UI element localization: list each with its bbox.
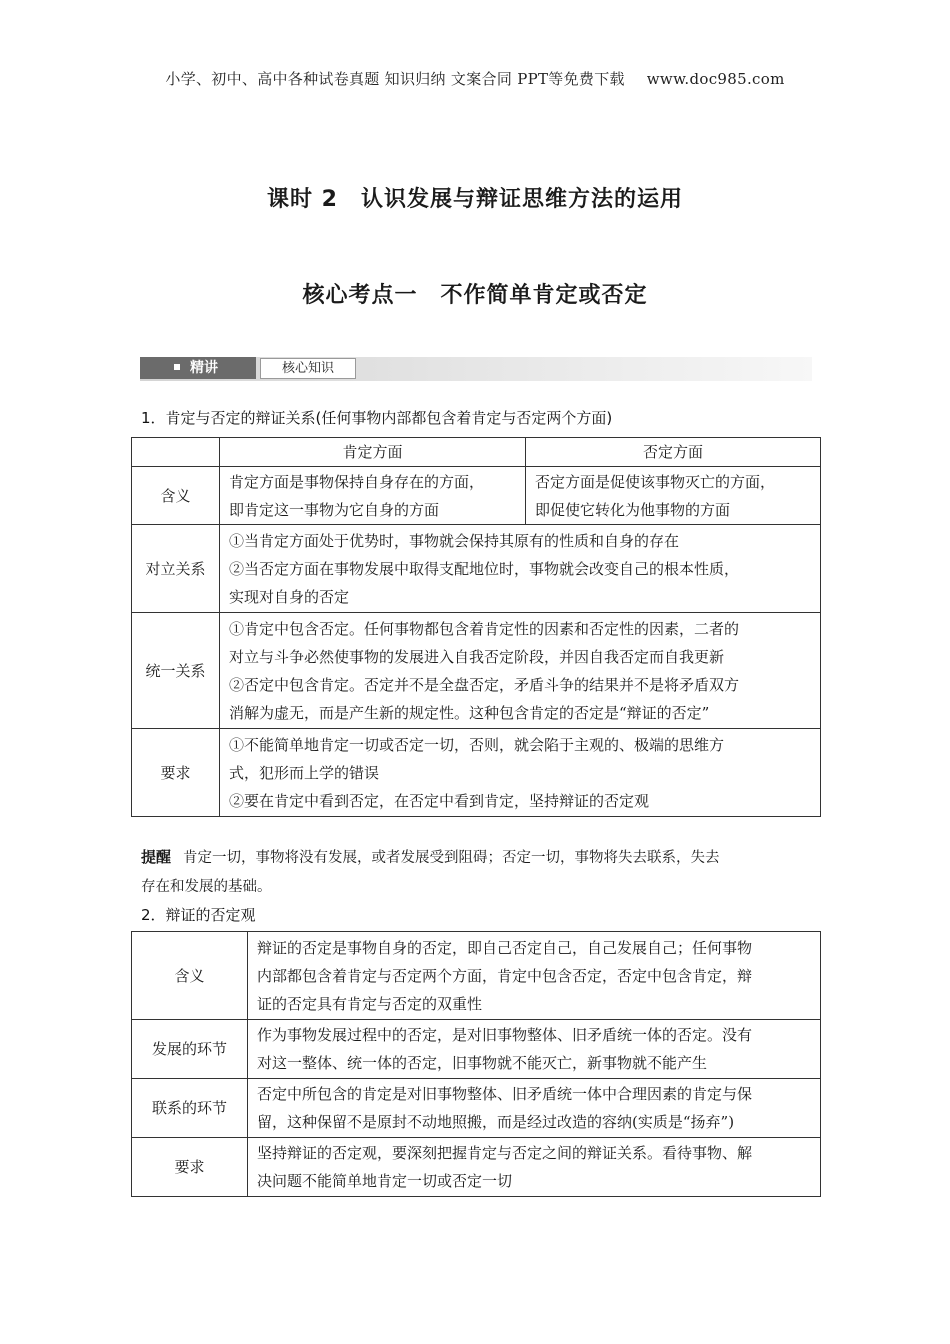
requirement-content: [220, 729, 821, 817]
table-row-requirement: [132, 1138, 821, 1197]
cell-line: 内部都包含着肯定与否定两个方面，肯定中包含否定，否定中包含肯定，辩: [257, 966, 753, 985]
header-text: 小学、初中、高中各种试卷真题 知识归纳 文案合同 PPT等免费下载: [165, 70, 625, 88]
cell-line: ①肯定中包含否定。任何事物都包含着肯定性的因素和否定性的因素，二者的: [229, 619, 740, 638]
table-row-meaning: [132, 932, 821, 1020]
dialectical-negation-table: [131, 931, 821, 1197]
development-content: [248, 1020, 821, 1079]
meaning-negate-cell: [526, 467, 821, 525]
table-row-meaning: [132, 467, 821, 525]
section-banner: [140, 357, 812, 381]
table-row-connection: [132, 1079, 821, 1138]
header-empty-cell: [132, 438, 220, 467]
requirement-content: [248, 1138, 821, 1197]
banner-tab-jingjiang: [140, 357, 256, 379]
table-row-development: [132, 1020, 821, 1079]
cell-line: 决问题不能简单地肯定一切或否定一切: [257, 1172, 513, 1190]
row-label-development: 发展的环节: [132, 1020, 248, 1079]
connection-content: [248, 1079, 821, 1138]
header-site: www.doc985.com: [646, 70, 785, 88]
cell-line: 即肯定这一事物为它自身的方面: [229, 500, 440, 519]
cell-line: 肯定方面是事物保持自身存在的方面，: [229, 472, 485, 491]
header-affirm: 肯定方面: [220, 438, 526, 467]
cell-line: 否定中所包含的肯定是对旧事物整体、旧矛盾统一体中合理因素的肯定与保: [257, 1085, 753, 1103]
cell-line: 作为事物发展过程中的否定，是对旧事物整体、旧矛盾统一体的否定。没有: [257, 1026, 753, 1044]
lesson-title: 课时 2 认识发展与辩证思维方法的运用: [267, 187, 683, 212]
cell-line: 坚持辩证的否定观，要深刻把握肯定与否定之间的辩证关系。看待事物、解: [257, 1144, 753, 1162]
reminder-note: [141, 843, 813, 902]
cell-line: ②当否定方面在事物发展中取得支配地位时，事物就会改变自己的根本性质，: [229, 559, 740, 578]
banner-tab1-label: 精讲: [190, 360, 218, 376]
row-label-meaning: 含义: [132, 932, 248, 1020]
table-row-opposition: [132, 525, 821, 613]
opposition-content: [220, 525, 821, 613]
unity-content: [220, 613, 821, 729]
section1-title: 1．肯定与否定的辩证关系(任何事物内部都包含着肯定与否定两个方面): [141, 409, 613, 427]
cell-line: 实现对自身的否定: [229, 587, 350, 606]
cell-line: ①不能简单地肯定一切或否定一切，否则，就会陷于主观的、极端的思维方: [229, 735, 725, 754]
affirm-negate-table: [131, 437, 821, 817]
reminder-keyword: 提醒: [141, 848, 172, 866]
cell-line: 证的否定具有肯定与否定的双重性: [257, 994, 483, 1013]
cell-line: 对立与斗争必然使事物的发展进入自我否定阶段，并因自我否定而自我更新: [229, 647, 725, 666]
meaning-content: [248, 932, 821, 1020]
cell-line: ②否定中包含肯定。否定并不是全盘否定，矛盾斗争的结果并不是将矛盾双方: [229, 675, 740, 694]
square-bullet-icon: [174, 364, 180, 370]
cell-line: 消解为虚无，而是产生新的规定性。这种包含肯定的否定是“辩证的否定”: [229, 703, 710, 722]
table-row-requirement: [132, 729, 821, 817]
cell-line: 即促使它转化为他事物的方面: [535, 500, 731, 519]
row-label-unity: 统一关系: [132, 613, 220, 729]
cell-line: ②要在肯定中看到否定，在否定中看到肯定，坚持辩证的否定观: [229, 791, 650, 810]
cell-line: 辩证的否定是事物自身的否定，即自己否定自己，自己发展自己；任何事物: [257, 938, 753, 957]
header-negate: 否定方面: [526, 438, 821, 467]
table-header-row: [132, 438, 821, 467]
row-label-meaning: 含义: [132, 467, 220, 525]
row-label-opposition: 对立关系: [132, 525, 220, 613]
core-point-title: 核心考点一 不作简单肯定或否定: [302, 283, 648, 308]
meaning-affirm-cell: [220, 467, 526, 525]
cell-line: 式，犯形而上学的错误: [229, 763, 380, 782]
page-header: [0, 68, 950, 89]
reminder-line-2: 存在和发展的基础。: [141, 879, 272, 895]
cell-line: 留，这种保留不是原封不动地照搬，而是经过改造的容纳(实质是“扬弃”): [257, 1113, 735, 1131]
row-label-connection: 联系的环节: [132, 1079, 248, 1138]
cell-line: 对这一整体、统一体的否定，旧事物就不能灭亡，新事物就不能产生: [257, 1054, 708, 1072]
row-label-requirement: 要求: [132, 729, 220, 817]
cell-line: 否定方面是促使该事物灭亡的方面，: [535, 472, 776, 491]
table-row-unity: [132, 613, 821, 729]
banner-tab-core-knowledge: 核心知识: [260, 358, 356, 379]
reminder-line-1: 肯定一切，事物将没有发展，或者发展受到阻碍；否定一切，事物将失去联系，失去: [183, 850, 720, 866]
cell-line: ①当肯定方面处于优势时，事物就会保持其原有的性质和自身的存在: [229, 531, 680, 550]
row-label-requirement: 要求: [132, 1138, 248, 1197]
section2-title: 2．辩证的否定观: [141, 906, 256, 924]
